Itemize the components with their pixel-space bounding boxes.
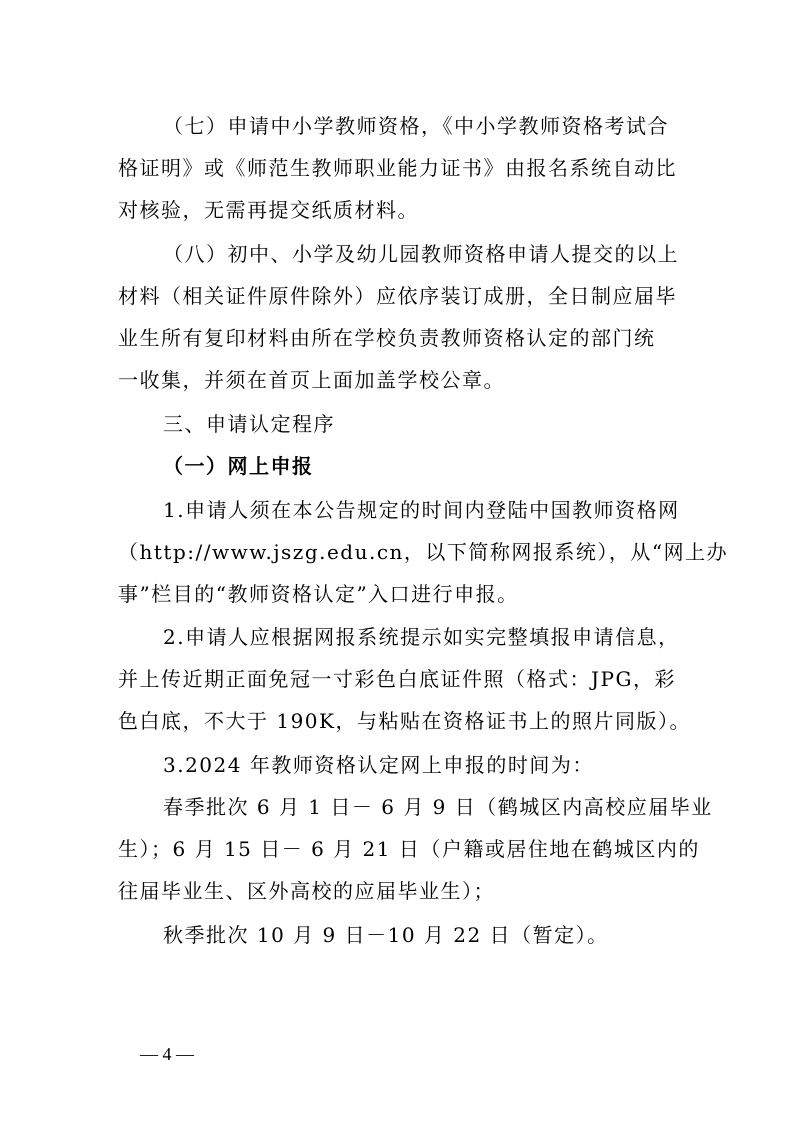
paragraph-8-line-3: 业生所有复印材料由所在学校负责教师资格认定的部门统 [118,326,656,350]
spring-batch-line-2: 生）；6 月 15 日－ 6 月 21 日（户籍或居住地在鹤城区内的 [118,837,700,861]
item-3-line-1: 3.2024 年教师资格认定网上申报的时间为： [163,753,594,777]
spring-batch-line-3: 往届毕业生、区外高校的应届毕业生）； [118,879,495,903]
spring-batch-line-1: 春季批次 6 月 1 日－ 6 月 9 日（鹤城区内高校应届毕业 [163,795,713,819]
paragraph-7-line-3: 对核验，无需再提交纸质材料。 [118,198,419,222]
section-heading: 三、申请认定程序 [163,412,335,436]
autumn-batch-line: 秋季批次 10 月 9 日－10 月 22 日（暂定）。 [163,923,609,947]
paragraph-7-line-1: （七）申请中小学教师资格，《中小学教师资格考试合 [163,114,669,138]
paragraph-8-line-4: 一收集，并须在首页上面加盖学校公章。 [118,368,505,392]
page-number: — 4 — [140,1044,194,1064]
item-1-line-3: 事”栏目的“教师资格认定”入口进行申报。 [118,582,519,606]
paragraph-8-line-1: （八）初中、小学及幼儿园教师资格申请人提交的以上 [163,242,679,266]
item-2-line-3: 色白底，不大于 190K，与粘贴在资格证书上的照片同版）。 [118,709,691,733]
paragraph-8-line-2: 材料（相关证件原件除外）应依序装订成册，全日制应届毕 [118,284,677,308]
paragraph-7-line-2: 格证明》或《师范生教师职业能力证书》由报名系统自动比 [118,156,677,180]
item-1-line-2: （http://www.jszg.edu.cn，以下简称网报系统），从“网上办 [118,540,729,564]
subsection-heading: （一）网上申报 [163,454,314,478]
item-2-line-1: 2.申请人应根据网报系统提示如实完整填报申请信息， [163,625,680,649]
item-1-line-1: 1.申请人须在本公告规定的时间内登陆中国教师资格网 [163,498,680,522]
item-2-line-2: 并上传近期正面免冠一寸彩色白底证件照（格式：JPG，彩 [118,667,676,691]
